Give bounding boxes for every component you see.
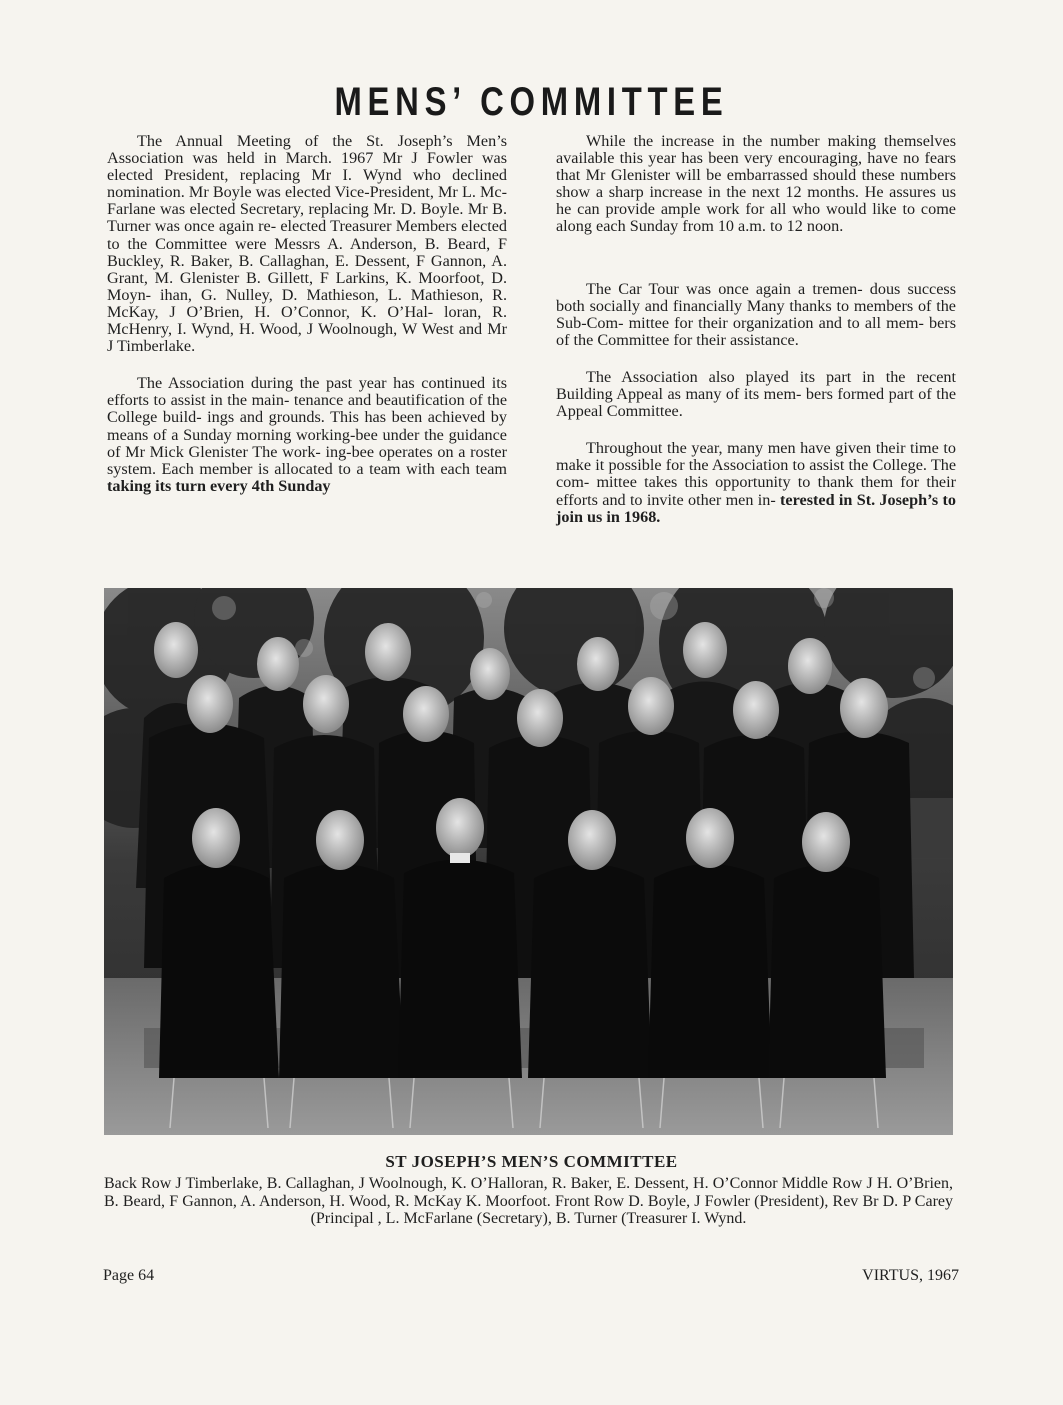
- photo-caption-body: Back Row J Timberlake, B. Callaghan, J Woolnough, K. O’Halloran, R. Baker, E. Dessent, H. O’Connor Middle Row J H. O’Brien, B. Beard, F Gannon, A. Anderson, H. Wood, R. McKay K. Moorfoot. Front Row D. Boyle, J Fowler (President), Rev Br D. P Carey (Principal , L. McFarlane (Secretary), B. Turner (Treasurer I. Wynd.: [104, 1175, 953, 1227]
- page-number: Page 64: [103, 1267, 155, 1284]
- paragraph-building-appeal: The Association also played its part in the recent Building Appeal as many of its mem- bers formed part of the Appeal Committee.: [556, 367, 956, 421]
- left-column: [107, 133, 507, 495]
- paragraph-annual-meeting: The Annual Meeting of the St. Joseph’s Men’s Association was held in March. 1967 Mr J Fowler was elected President, replacing Mr I. Wynd who declined nomination. Mr Boyle was elected Vice-President, Mr L. Mc- Farlane was elected Secretary, replacing Mr. D. Boyle. Mr B. Turner was once again re- elected Treasurer Members elected to the Committee were Messrs A. Anderson, B. Beard, F Buckley, R. Baker, B. Callaghan, E. Dessent, F Gannon, A. Grant, M. Glenister B. Gillett, F Larkins, K. Moorfoot, D. Moyn- ihan, G. Nulley, D. Mathieson, L. Mathieson, R. McKay, J O’Brien, H. O’Connor, K. O’Hal- loran, R. McHenry, I. Wynd, H. Wood, J Woolnough, W West and Mr J Timberlake.: [107, 132, 507, 356]
- right-column: [556, 133, 956, 526]
- paragraph-car-tour: The Car Tour was once again a tremen- dous success both socially and financially Many thanks to members of the Sub-Com- mittee for their organization and to all mem- bers of the Committee for their assistance.: [556, 279, 956, 349]
- group-photograph: [104, 588, 953, 1135]
- paragraph-working-bee-text: The Association during the past year has continued its efforts to assist in the main- tenance and beautification of the College build- ings and grounds. This has been achieved by means of a Sunday morning working-bee under the guidance of Mr Mick Glenister The work- ing-bee operates on a roster system. Each member is allocated to a team with each team: [107, 374, 507, 478]
- paragraph-working-bee-last-line: taking its turn every 4th Sunday: [107, 476, 331, 495]
- paragraph-throughout-year: [556, 440, 956, 525]
- page-title: MENS’ COMMITTEE: [334, 80, 729, 124]
- paragraph-throughout-year-text: Throughout the year, many men have given their time to make it possible for the Association to assist the College. The com- mittee takes this opportunity to thank them for their efforts and to invite other men in-: [556, 439, 956, 509]
- publication-name: VIRTUS, 1967: [862, 1267, 959, 1284]
- photo-caption-title: ST JOSEPH’S MEN’S COMMITTEE: [385, 1152, 678, 1171]
- paragraph-throughout-year-last-line: terested in St. Joseph’s to join us in 1968.: [556, 490, 956, 526]
- group-photograph-icon: [104, 588, 953, 1135]
- paragraph-working-bee: [107, 375, 507, 495]
- paragraph-increase-numbers: While the increase in the number making themselves available this year has been very encouraging, have no fears that Mr Glenister will be embarrassed should these numbers show a sharp increase in the next 12 months. He assures us he can provide ample work for all who would like to come along each Sunday from 10 a.m. to 12 noon.: [556, 132, 956, 236]
